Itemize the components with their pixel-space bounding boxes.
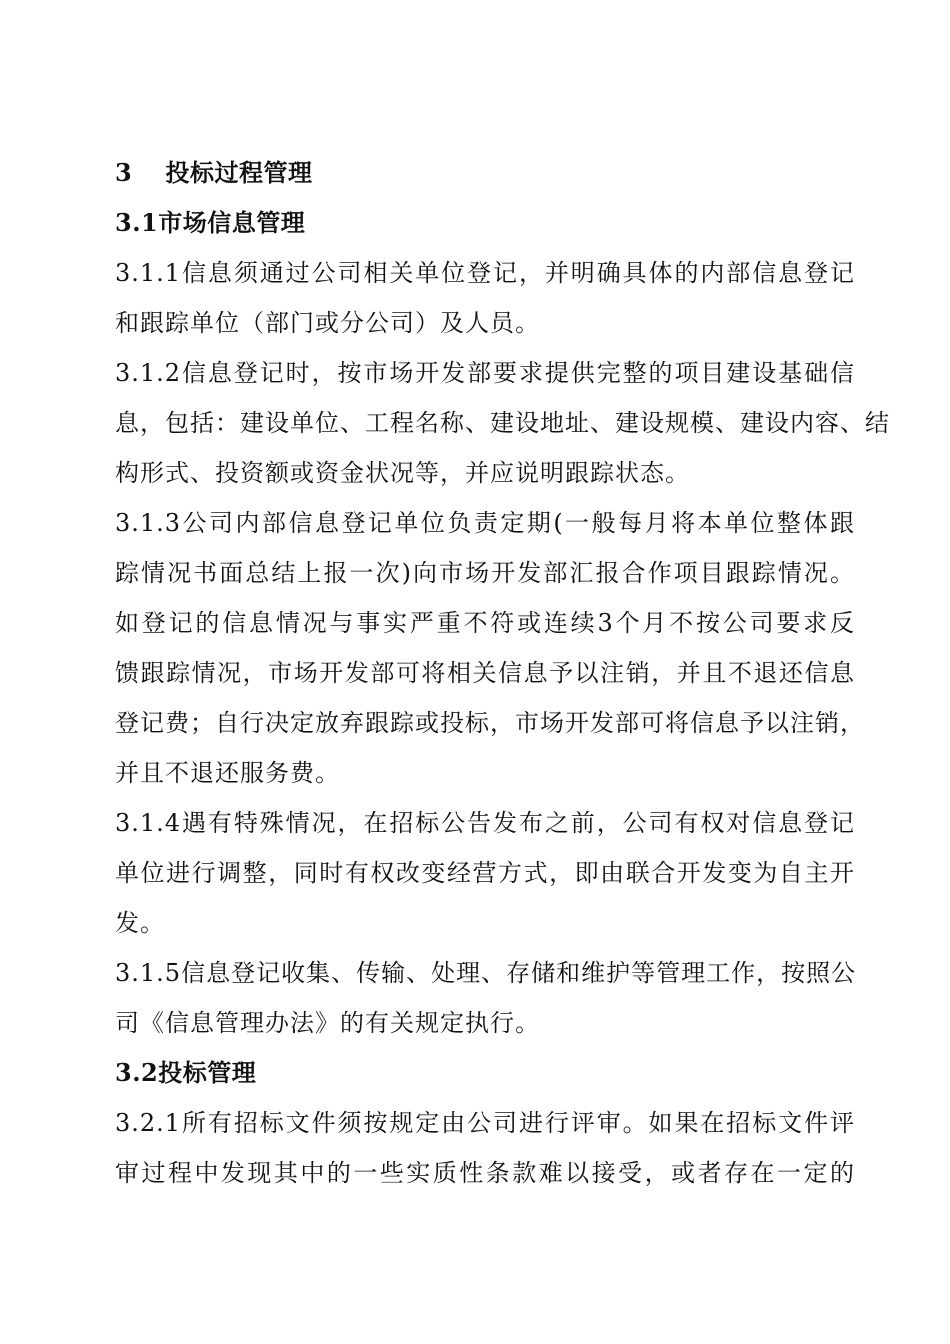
paragraph-line: 3.1.5信息登记收集、传输、处理、存储和维护等管理工作，按照公 [115, 959, 857, 987]
paragraph-line: 3.1.1信息须通过公司相关单位登记，并明确具体的内部信息登记 [115, 259, 855, 287]
paragraph-line: 单位进行调整，同时有权改变经营方式，即由联合开发变为自主开 [115, 859, 855, 887]
paragraph-line: 息，包括：建设单位、工程名称、建设地址、建设规模、建设内容、结 [115, 409, 890, 437]
paragraph-line: 3.1.2信息登记时，按市场开发部要求提供完整的项目建设基础信 [115, 359, 855, 387]
paragraph-line: 和跟踪单位（部门或分公司）及人员。 [115, 309, 540, 337]
paragraph-line: 3.1.4遇有特殊情况，在招标公告发布之前，公司有权对信息登记 [115, 809, 855, 837]
paragraph-line: 3.2.1所有招标文件须按规定由公司进行评审。如果在招标文件评 [115, 1109, 855, 1137]
paragraph-line: 登记费；自行决定放弃跟踪或投标，市场开发部可将信息予以注销， [115, 709, 865, 737]
paragraph-line: 踪情况书面总结上报一次)向市场开发部汇报合作项目跟踪情况。 [115, 559, 855, 587]
subsection-heading-3-1: 3.1市场信息管理 [115, 208, 306, 237]
section-heading: 3 投标过程管理 [115, 158, 313, 187]
paragraph-line: 并且不退还服务费。 [115, 759, 340, 787]
paragraph-line: 构形式、投资额或资金状况等，并应说明跟踪状态。 [115, 459, 690, 487]
paragraph-line: 司《信息管理办法》的有关规定执行。 [115, 1009, 540, 1037]
paragraph-line: 发。 [115, 909, 165, 937]
paragraph-line: 3.1.3公司内部信息登记单位负责定期(一般每月将本单位整体跟 [115, 509, 855, 537]
paragraph-line: 审过程中发现其中的一些实质性条款难以接受，或者存在一定的 [115, 1159, 855, 1187]
paragraph-line: 馈跟踪情况，市场开发部可将相关信息予以注销，并且不退还信息 [115, 659, 855, 687]
paragraph-line: 如登记的信息情况与事实严重不符或连续3个月不按公司要求反 [115, 609, 855, 637]
subsection-heading-3-2: 3.2投标管理 [115, 1058, 257, 1087]
